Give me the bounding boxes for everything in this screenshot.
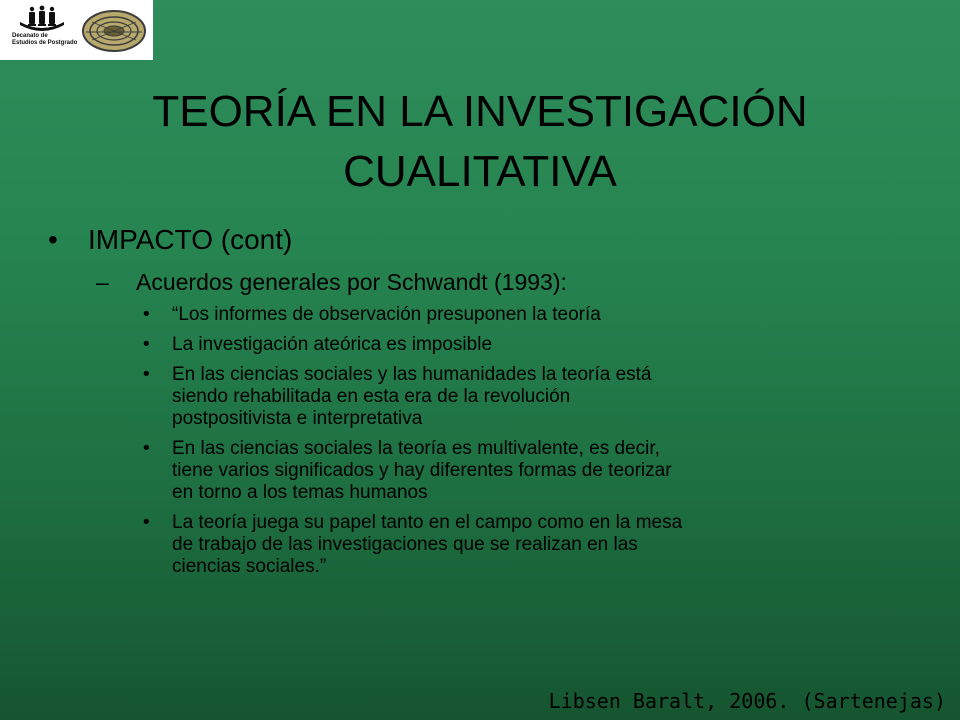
sub-bullet-item <box>48 364 862 430</box>
level2-text: Acuerdos generales por Schwandt (1993): <box>136 269 567 295</box>
sub-bullet-text-line: En las ciencias sociales y las humanidades la teoría está <box>172 364 652 385</box>
sub-bullet-text-line: La teoría juega su papel tanto en el campo como en la mesa <box>172 512 683 533</box>
sub-bullet-text: “Los informes de observación presuponen la teoría <box>172 304 601 325</box>
bullet-dot-icon: • <box>143 364 150 385</box>
logo-caption-line: Decanato de <box>12 33 48 39</box>
title-line-1: TEORÍA EN LA INVESTIGACIÓN <box>152 87 808 136</box>
bullet-level1-impacto <box>48 223 908 257</box>
sub-bullet-item <box>48 512 862 578</box>
sub-bullet-text-line: postpositivista e interpretativa <box>172 408 423 429</box>
sub-bullet-text-line: tiene varios significados y hay diferentes formas de teorizar <box>172 460 672 481</box>
dash-bullet-icon: – <box>96 269 109 295</box>
sub-bullet-item <box>48 304 862 326</box>
bullet-dot-icon: • <box>143 438 150 459</box>
bullet-dot-icon: • <box>48 224 58 255</box>
title-line-2: CUALITATIVA <box>343 147 617 196</box>
slide-content <box>48 223 908 578</box>
postgrado-logo <box>10 4 78 58</box>
logo-caption <box>12 33 76 47</box>
sub-bullet-text-line: de trabajo de las investigaciones que se realizan en las <box>172 534 638 555</box>
sub-bullet-item <box>48 438 862 504</box>
university-seal-logo <box>80 8 148 54</box>
sub-bullet-item <box>48 334 862 356</box>
level1-text: IMPACTO (cont) <box>88 224 293 255</box>
sub-bullet-text-line: en torno a los temas humanos <box>172 482 428 503</box>
bullet-level2-acuerdos <box>48 268 908 296</box>
sub-bullet-text-line: siendo rehabilitada en esta era de la revolución <box>172 386 571 407</box>
slide-footer-citation: Libsen Baralt, 2006. (Sartenejas) <box>548 689 946 713</box>
bullet-dot-icon: • <box>143 334 150 355</box>
logo-caption-line: Estudios de Postgrado <box>12 40 78 46</box>
slide-title <box>40 82 920 202</box>
bullet-dot-icon: • <box>143 304 150 325</box>
sub-bullet-text-line: En las ciencias sociales la teoría es multivalente, es decir, <box>172 438 660 459</box>
logo-panel <box>0 0 153 60</box>
sub-bullet-text-line: ciencias sociales.” <box>172 556 327 577</box>
sub-bullet-text: La investigación ateórica es imposible <box>172 334 493 355</box>
bullet-dot-icon: • <box>143 512 150 533</box>
